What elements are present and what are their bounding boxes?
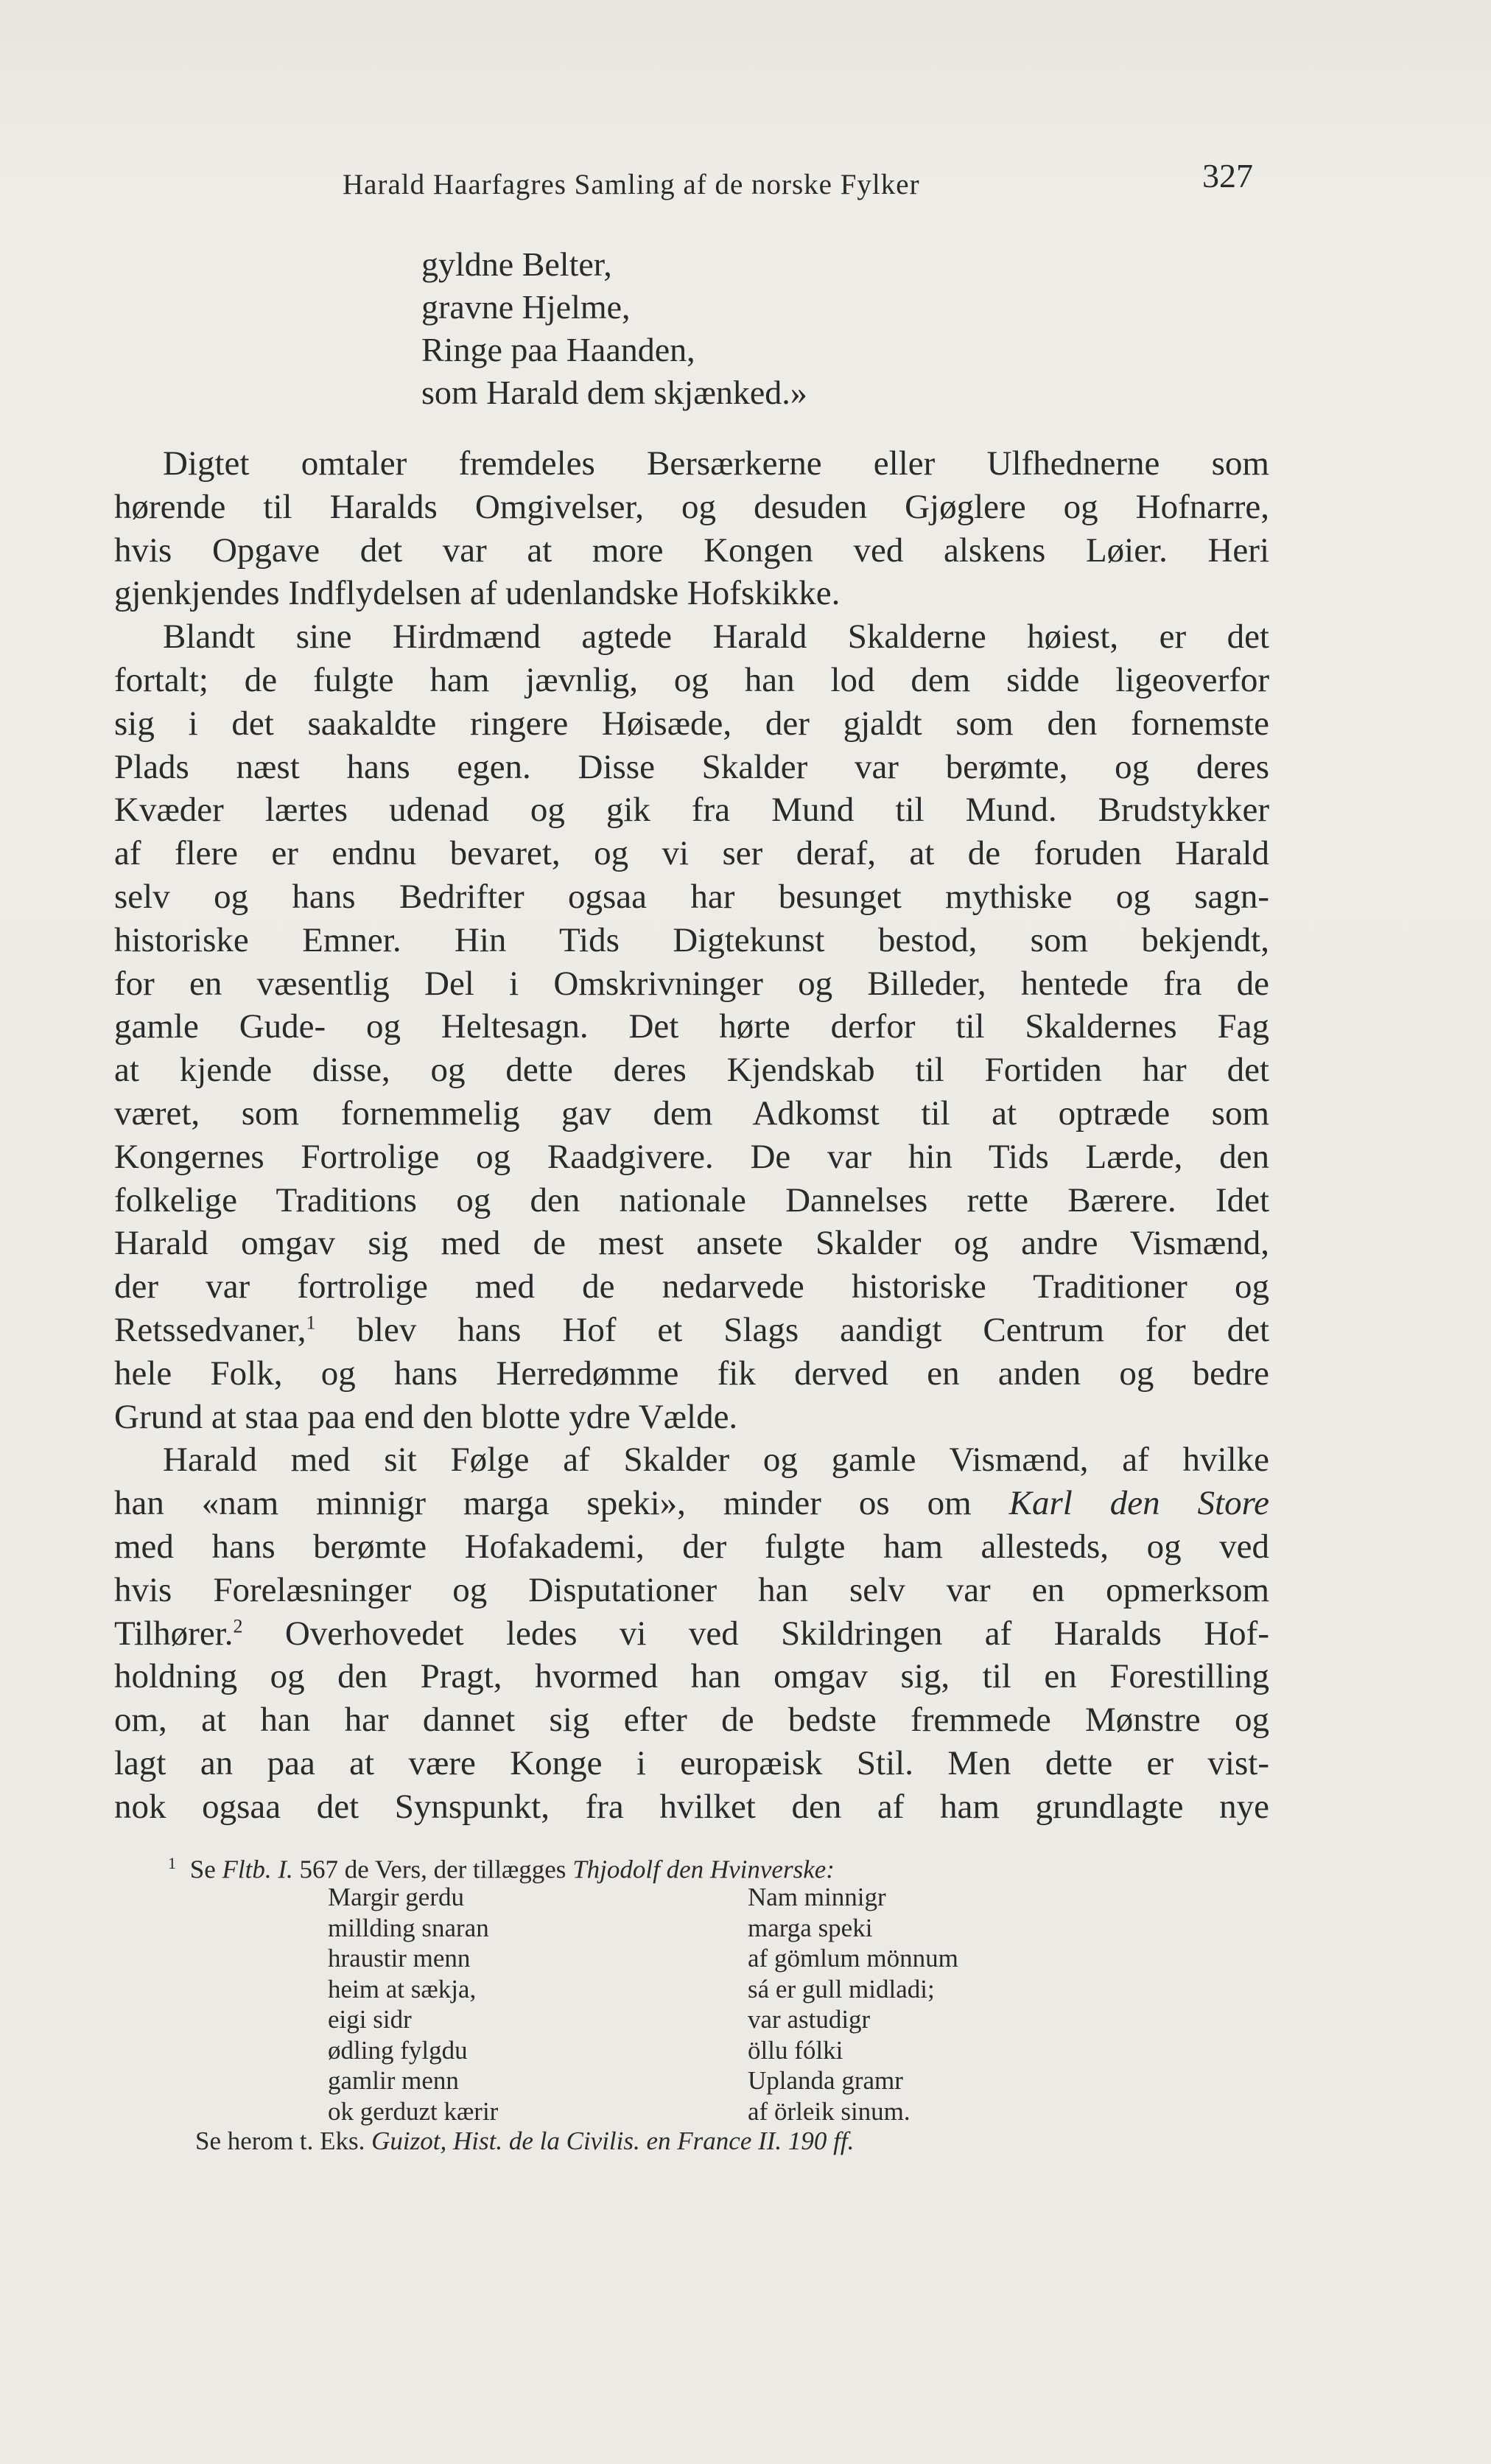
text-line: Grund at staa paa end den blotte ydre Vælde. (114, 1397, 738, 1436)
text-segment: han «nam minnigr marga speki», minder os om (114, 1484, 1009, 1523)
text-segment: Tilhører. (114, 1614, 234, 1653)
verse-quote (421, 243, 807, 414)
poem-line: af örleik sinum. (748, 2096, 911, 2126)
text-line: Plads næst hans egen. Disse Skalder var berømte, og deres (114, 747, 1269, 786)
footnote-marker: 1 (168, 1854, 176, 1872)
verse-line: som Harald dem skjænked.» (421, 374, 807, 411)
poem-line: eigi sidr (328, 2005, 412, 2034)
text-line: Kongernes Fortrolige og Raadgivere. De var hin Tids Lærde, den (114, 1137, 1269, 1176)
text-line (114, 1612, 1269, 1656)
footnote-mid: 567 de Vers, der tillægges (299, 1855, 566, 1884)
text-line: selv og hans Bedrifter ogsaa har besunget mythiske og sagn- (114, 877, 1269, 916)
text-line: Harald omgav sig med de mest ansete Skalder og andre Vismænd, (114, 1224, 1269, 1263)
text-line: Harald med sit Følge af Skalder og gamle Vismænd, af hvilke (163, 1441, 1269, 1480)
text-line: at kjende disse, og dette deres Kjendskab til Fortiden har det (114, 1051, 1269, 1090)
poem-line: sá er gull midladi; (748, 1974, 935, 2003)
text-line: gamle Gude- og Heltesagn. Det hørte derfor til Skaldernes Fag (114, 1007, 1269, 1046)
text-line: af flere er endnu bevaret, og vi ser deraf, at de foruden Harald (114, 834, 1269, 873)
text-line: hele Folk, og hans Herredømme fik derved en anden og bedre (114, 1354, 1269, 1393)
text-line: været, som fornemmelig gav dem Adkomst til at optræde som (114, 1093, 1269, 1133)
text-line: med hans berømte Hofakademi, der fulgte ham allesteds, og ved (114, 1527, 1269, 1566)
poem-line: Uplanda gramr (748, 2066, 903, 2095)
footnote-ref-work: Hist. de la Civilis. en France II. 190 ff. (453, 2127, 855, 2155)
poem-line: ok gerduzt kærir (328, 2096, 499, 2126)
footnote-1 (168, 1848, 1126, 1885)
text-line: fortalt; de fulgte ham jævnlig, og han lod dem sidde ligeoverfor (114, 660, 1269, 699)
text-segment: Retssedvaner, (114, 1310, 306, 1349)
verse-line: Ringe paa Haanden, (421, 331, 695, 368)
poem-line: gamlir menn (328, 2066, 459, 2095)
verse-line: gravne Hjelme, (421, 288, 631, 326)
verse-line: gyldne Belter, (421, 245, 612, 283)
text-line: lagt an paa at være Konge i europæisk Stil. Men dette er vist- (114, 1743, 1269, 1782)
text-line: historiske Emner. Hin Tids Digtekunst bestod, som bekjendt, (114, 920, 1269, 959)
footnote-2 (195, 2127, 854, 2156)
text-line: for en væsentlig Del i Omskrivninger og Billeder, hentede fra de (114, 964, 1269, 1003)
text-line: om, at han har dannet sig efter de bedste fremmede Mønstre og (114, 1701, 1269, 1740)
footnote-mark: 1 (306, 1312, 316, 1334)
footnote-mark: 2 (233, 1614, 243, 1637)
text-line: Blandt sine Hirdmænd agtede Harald Skalderne høiest, er det (163, 617, 1269, 657)
text-line: gjenkjendes Indflydelsen af udenlandske Hofskikke. (114, 574, 841, 613)
poem-line: hraustir menn (328, 1944, 471, 1973)
text-line: sig i det saakaldte ringere Høisæde, der gjaldt som den fornemste (114, 704, 1269, 743)
footnote-source: Fltb. I. (222, 1855, 293, 1884)
poem-line: var astudigr (748, 2005, 871, 2034)
text-line: folkelige Traditions og den nationale Dannelses rette Bærere. Idet (114, 1180, 1269, 1219)
poem-line: Margir gerdu (328, 1883, 464, 1911)
page-number: 327 (1202, 157, 1253, 195)
poem-line: millding snaran (328, 1913, 489, 1942)
poem-right-column (748, 1882, 958, 2127)
footnote-ref-author: Guizot, (371, 2127, 447, 2155)
footnote-poet: Thjodolf den Hvinverske: (572, 1855, 835, 1884)
poem-line: marga speki (748, 1913, 873, 1942)
text-line: nok ogsaa det Synspunkt, fra hvilket den af ham grundlagte nye (114, 1787, 1269, 1826)
text-line: holdning og den Pragt, hvormed han omgav sig, til en Forestilling (114, 1657, 1269, 1696)
text-line: Kvæder lærtes udenad og gik fra Mund til Mund. Brudstykker (114, 791, 1269, 830)
footnote-prefix: Se (189, 1855, 216, 1884)
poem-left-column (328, 1882, 498, 2127)
body-text (114, 442, 1269, 1829)
text-segment: Overhovedet ledes vi ved Skildringen af Haralds Hof- (242, 1614, 1269, 1653)
poem-line: af gömlum mönnum (748, 1944, 958, 1973)
text-line: Digtet omtaler fremdeles Bersærkerne eller Ulfhednerne som (163, 444, 1269, 483)
poem-line: ødling fylgdu (328, 2035, 468, 2065)
poem-line: heim at sækja, (328, 1974, 477, 2003)
text-line (114, 1482, 1269, 1525)
poem-line: Nam minnigr (748, 1883, 886, 1911)
text-line: der var fortrolige med de nedarvede historiske Traditioner og (114, 1267, 1269, 1306)
text-line (114, 1309, 1269, 1352)
poem-line: öllu fólki (748, 2035, 843, 2065)
italic-name: Karl den Store (1008, 1484, 1270, 1523)
text-line: hørende til Haralds Omgivelser, og desuden Gjøglere og Hofnarre, (114, 487, 1269, 526)
footnote-ref-prefix: Se herom t. Eks. (195, 2127, 365, 2155)
text-line: hvis Opgave det var at more Kongen ved alskens Løier. Heri (114, 531, 1269, 570)
running-title: Harald Haarfagres Samling af de norske Fylker (343, 169, 920, 200)
text-line: hvis Forelæsninger og Disputationer han selv var en opmerksom (114, 1570, 1269, 1609)
text-segment: blev hans Hof et Slags aandigt Centrum for det (315, 1310, 1269, 1349)
